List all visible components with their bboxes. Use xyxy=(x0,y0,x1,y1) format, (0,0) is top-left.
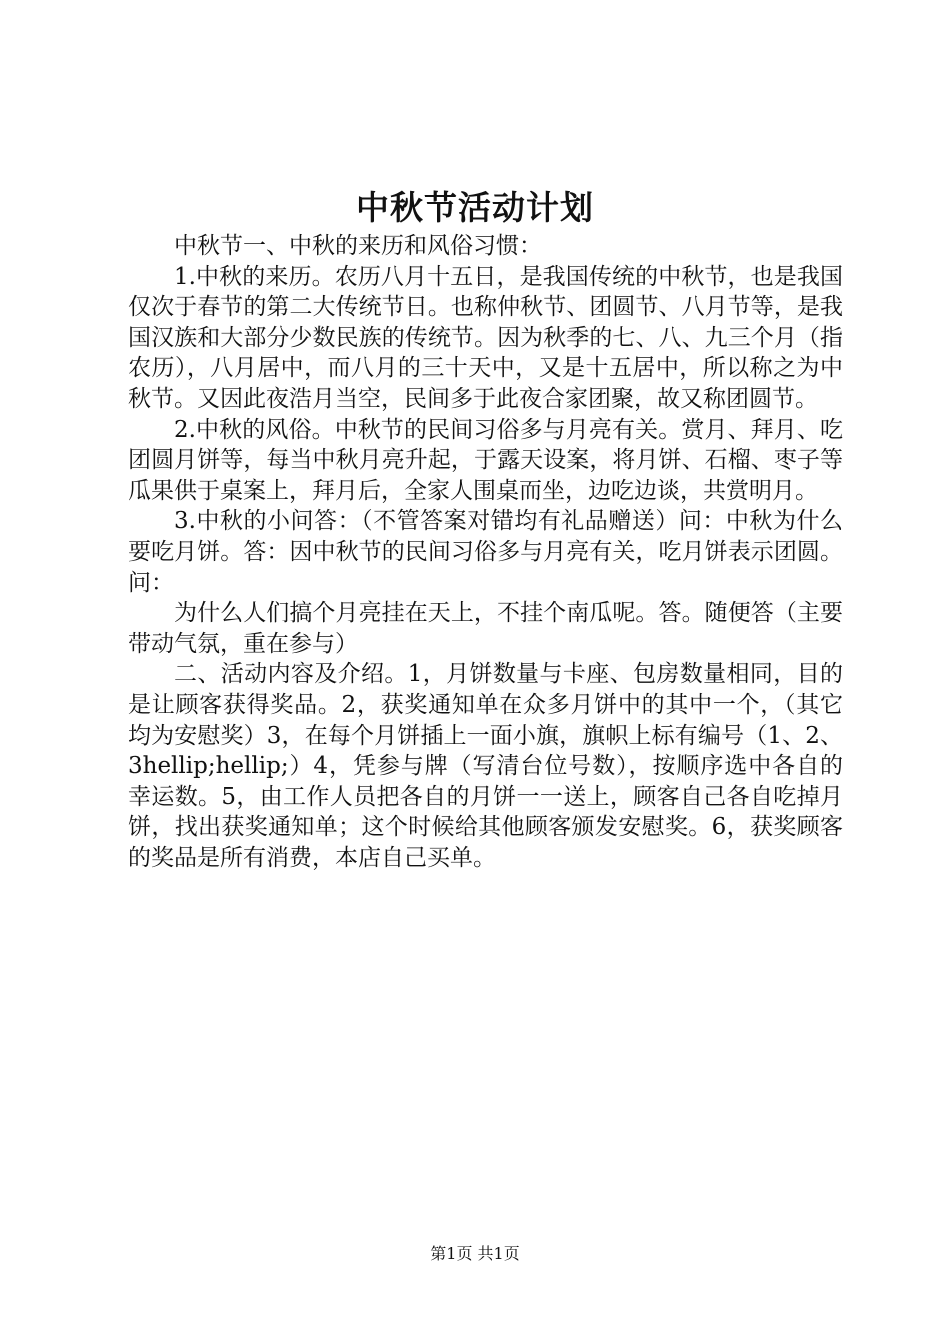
paragraph-quiz: 3.中秋的小问答：（不管答案对错均有礼品赠送）问：中秋为什么要吃月饼。答：因中秋节的民间习俗多与月亮有关，吃月饼表示团圆。问： xyxy=(128,508,843,596)
page-footer: 第1页 共1页 xyxy=(430,1244,520,1263)
paragraph-customs: 2.中秋的风俗。中秋节的民间习俗多与月亮有关。赏月、拜月、吃团圆月饼等，每当中秋月亮升起，于露天设案，将月饼、石榴、枣子等瓜果供于桌案上，拜月后，全家人围桌而坐，边吃边谈，共赏明月。 xyxy=(128,416,843,504)
document-title: 中秋节活动计划 xyxy=(356,188,594,227)
paragraph-intro: 中秋节一、中秋的来历和风俗习惯： xyxy=(174,233,542,259)
paragraph-origin: 1.中秋的来历。农历八月十五日，是我国传统的中秋节，也是我国仅次于春节的第二大传统节日。也称仲秋节、团圆节、八月节等，是我国汉族和大部分少数民族的传统节。因为秋季的七、八、九三个月（指农历），八月居中，而八月的三十天中，又是十五居中，所以称之为中秋节。又因此夜浩月当空，民间多于此夜合家团聚，故又称团圆节。 xyxy=(128,263,843,412)
paragraph-quiz-answer: 为什么人们搞个月亮挂在天上，不挂个南瓜呢。答。随便答（主要带动气氛，重在参与） xyxy=(128,600,843,657)
paragraph-activity: 二、活动内容及介绍。1，月饼数量与卡座、包房数量相同，目的是让顾客获得奖品。2，获奖通知单在众多月饼中的其中一个，（其它均为安慰奖）3，在每个月饼插上一面小旗，旗帜上标有编号（1、2、3hellip;hellip;）4，凭参与牌（写清台位号数），按顺序选中各自的幸运数。5，由工作人员把各自的月饼一一送上，顾客自己各自吃掉月饼，找出获奖通知单；这个时候给其他顾客颁发安慰奖。6，获奖顾客的奖品是所有消费，本店自己买单。 xyxy=(128,661,843,871)
document-body xyxy=(128,231,843,873)
